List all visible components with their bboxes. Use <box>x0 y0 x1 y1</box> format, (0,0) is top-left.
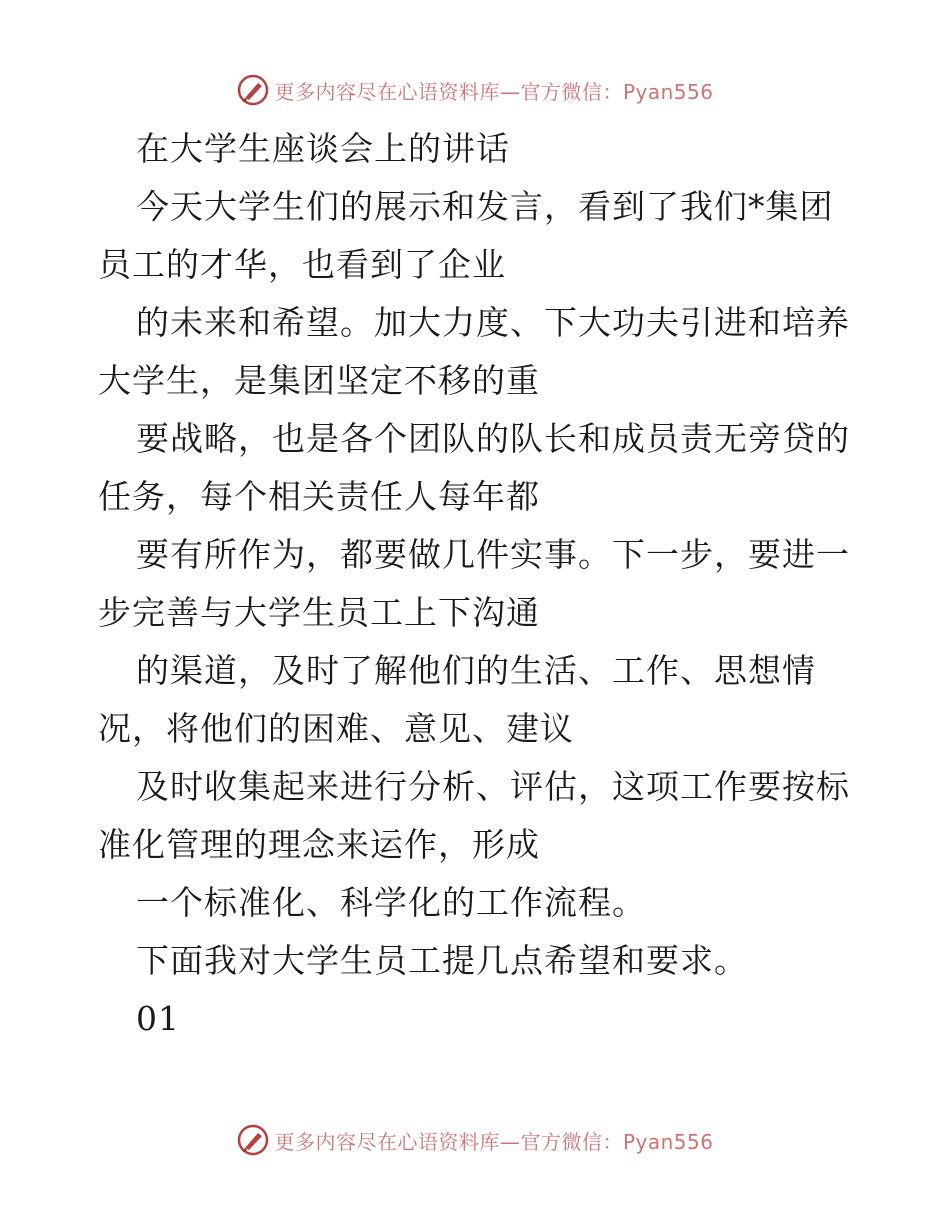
pen-logo-icon <box>236 73 270 107</box>
paragraph-line: 一个标准化、科学化的工作流程。 <box>136 883 646 922</box>
paragraph-line: 的未来和希望。加大力度、下大功夫引进和培养 <box>136 303 850 342</box>
header-watermark <box>0 70 950 110</box>
paragraph-line: 要有所作为，都要做几件实事。下一步，要进一 <box>136 535 850 574</box>
footer-watermark <box>0 1120 950 1160</box>
paragraph-line: 任务，每个相关责任人每年都 <box>98 477 540 516</box>
paragraph-line: 况，将他们的困难、意见、建议 <box>98 709 574 748</box>
watermark-text: 更多内容尽在心语资料库—官方微信：Pyan556 <box>274 1129 714 1154</box>
paragraph-line: 今天大学生们的展示和发言，看到了我们*集团 <box>136 187 834 226</box>
paragraph-line: 的渠道，及时了解他们的生活、工作、思想情 <box>136 651 816 690</box>
paragraph-line: 步完善与大学生员工上下沟通 <box>98 593 540 632</box>
pen-logo-icon <box>236 1123 270 1157</box>
watermark-text: 更多内容尽在心语资料库—官方微信：Pyan556 <box>274 79 714 104</box>
doc-title: 在大学生座谈会上的讲话 <box>136 129 510 168</box>
document-body <box>98 120 858 1048</box>
paragraph-line: 下面我对大学生员工提几点希望和要求。 <box>136 941 748 980</box>
paragraph-line: 要战略，也是各个团队的队长和成员责无旁贷的 <box>136 419 850 458</box>
paragraph-line: 准化管理的理念来运作，形成 <box>98 825 540 864</box>
paragraph-line: 及时收集起来进行分析、评估，这项工作要按标 <box>136 767 850 806</box>
paragraph-line: 大学生，是集团坚定不移的重 <box>98 361 540 400</box>
section-number: 01 <box>136 999 180 1038</box>
paragraph-line: 员工的才华，也看到了企业 <box>98 245 506 284</box>
